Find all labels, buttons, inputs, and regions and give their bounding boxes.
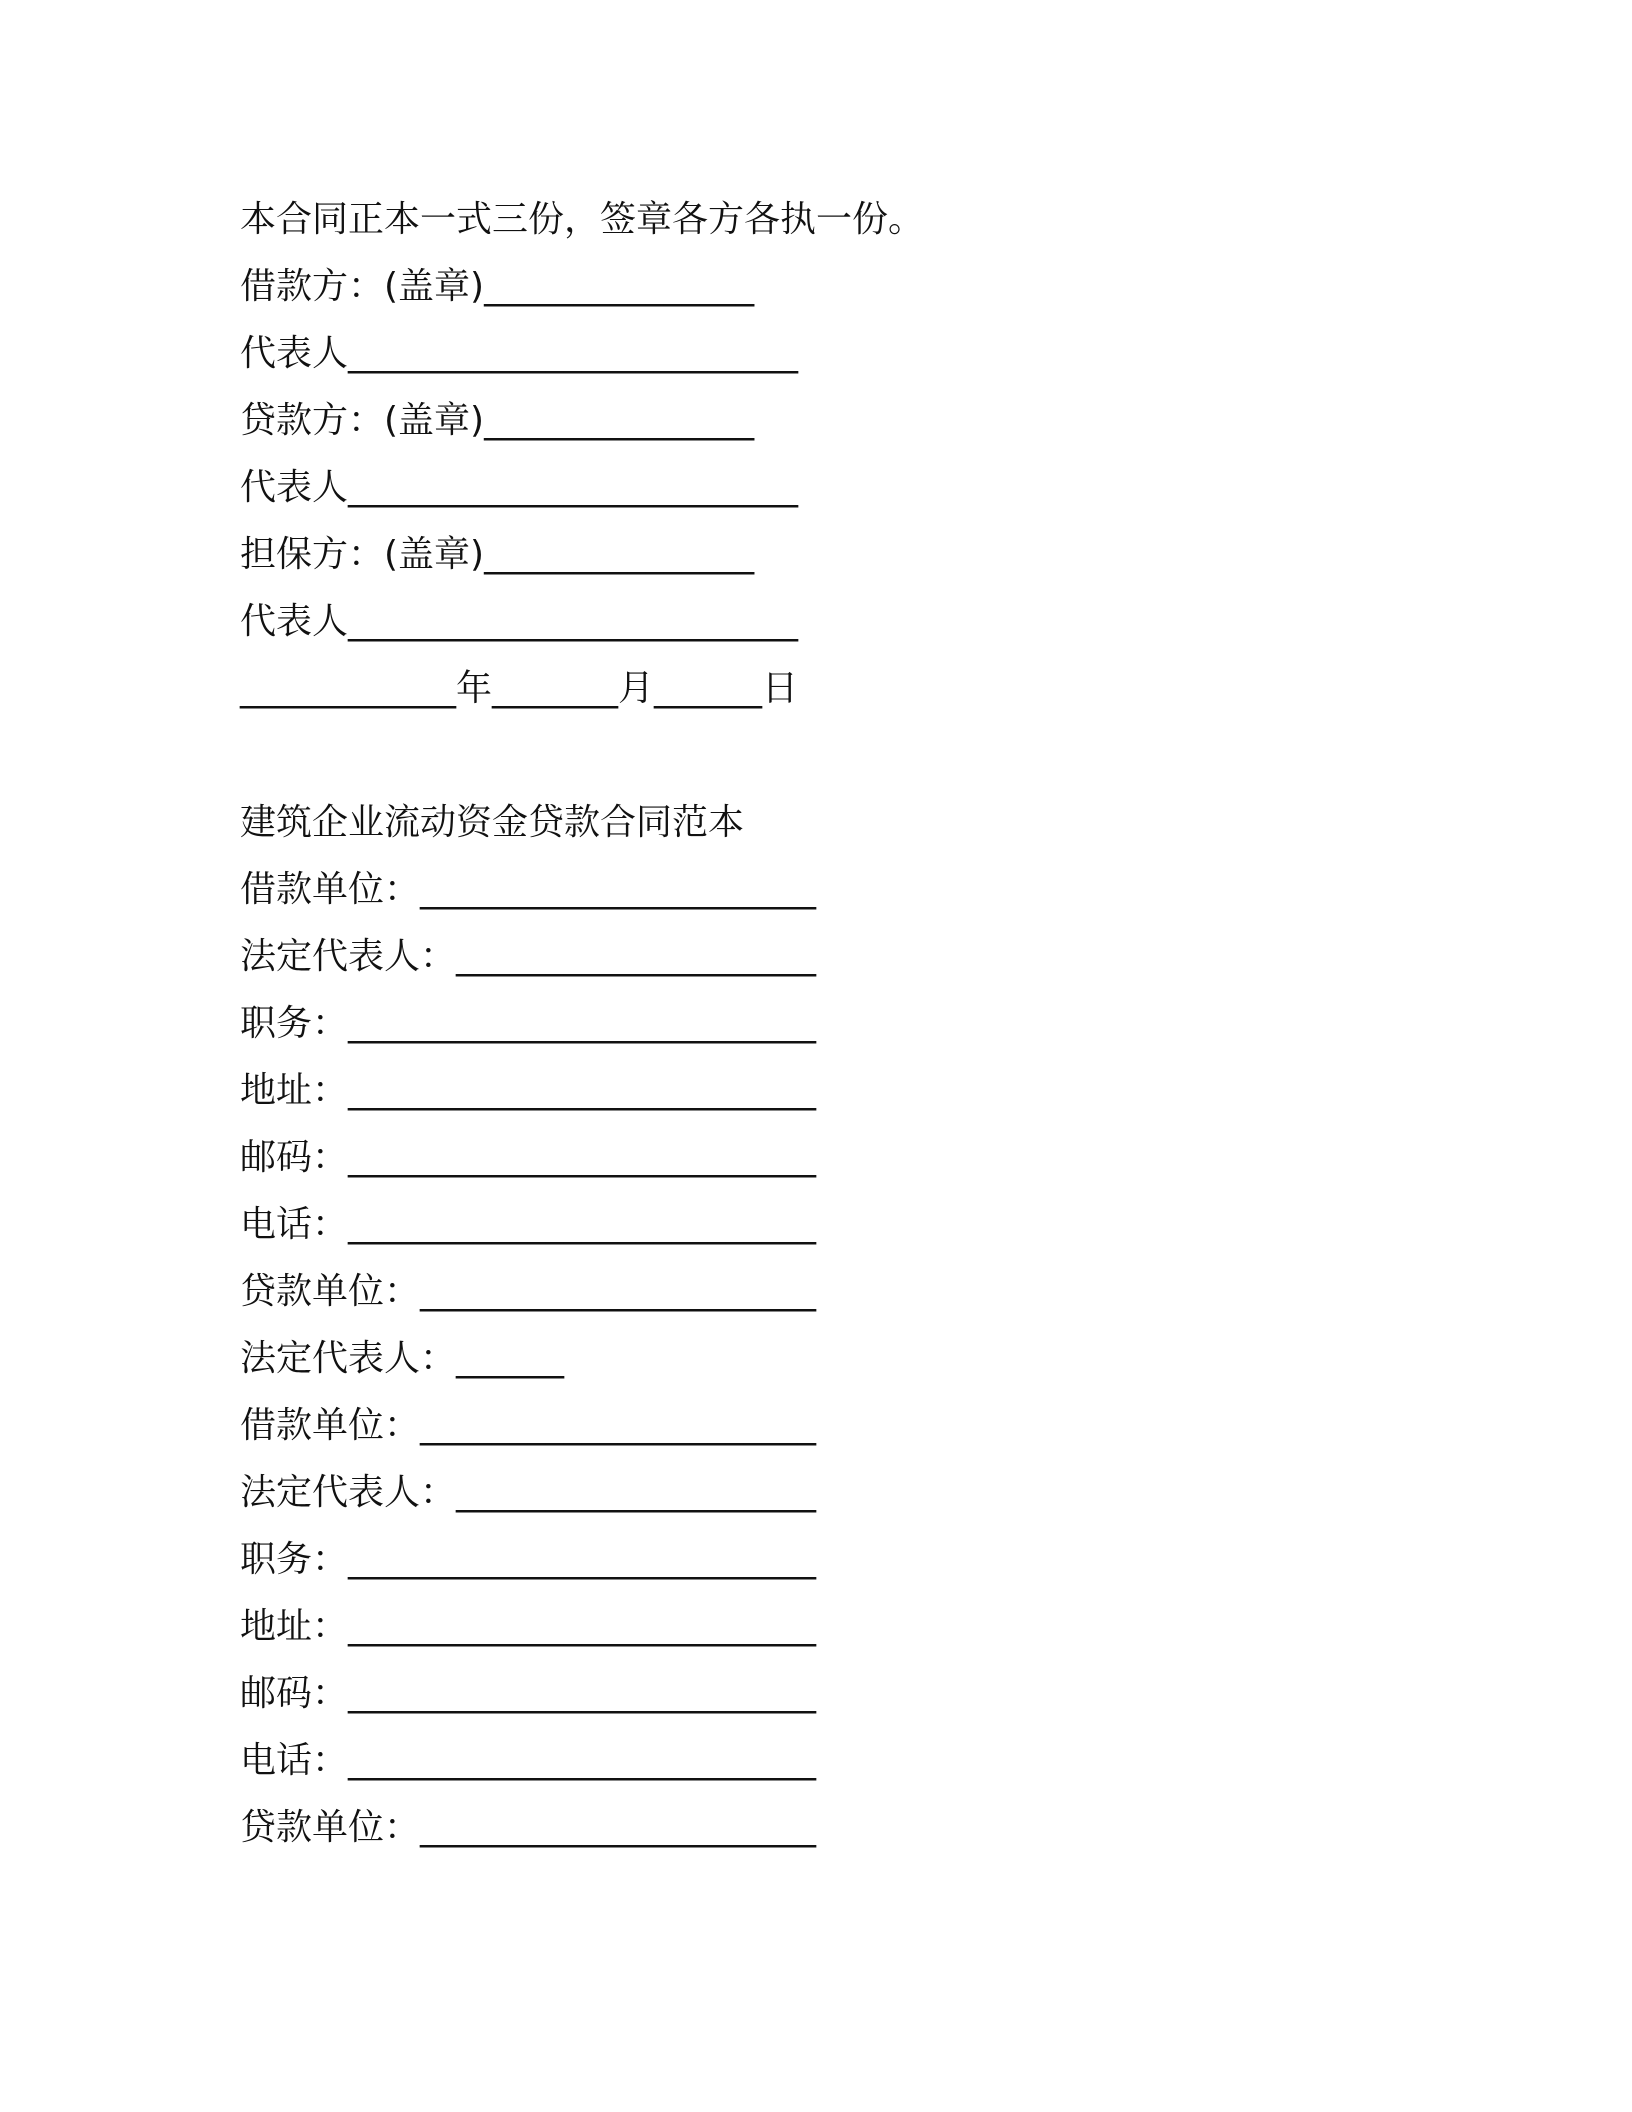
phone-line: 电话：__________________________: [240, 1740, 817, 1781]
copies-statement: 本合同正本一式三份，签章各方各执一份。: [240, 199, 925, 240]
guarantor-representative-line: 代表人_________________________: [240, 601, 799, 642]
lender-seal-line: 贷款方：(盖章)_______________: [240, 400, 755, 441]
signature-section: [240, 186, 1390, 722]
date-line: ____________年_______月______日: [240, 668, 798, 709]
phone-line: 电话：__________________________: [240, 1204, 817, 1245]
legal-representative-line: 法定代表人：____________________: [240, 1472, 817, 1513]
section-title: 建筑企业流动资金贷款合同范本: [240, 802, 745, 843]
borrowing-unit-line: 借款单位：______________________: [240, 869, 817, 910]
contract-template-section: [240, 789, 1390, 1861]
borrowing-unit-line: 借款单位：______________________: [240, 1405, 817, 1446]
section-spacer: [240, 722, 1390, 789]
lending-unit-line: 贷款单位：______________________: [240, 1271, 817, 1312]
lending-unit-line: 贷款单位：______________________: [240, 1807, 817, 1848]
address-line: 地址：__________________________: [240, 1070, 817, 1111]
borrower-representative-line: 代表人_________________________: [240, 333, 799, 374]
position-line: 职务：__________________________: [240, 1003, 817, 1044]
postcode-line: 邮码：__________________________: [240, 1137, 817, 1178]
guarantor-seal-line: 担保方：(盖章)_______________: [240, 534, 755, 575]
address-line: 地址：__________________________: [240, 1606, 817, 1647]
legal-representative-line: 法定代表人：____________________: [240, 936, 817, 977]
lender-representative-line: 代表人_________________________: [240, 467, 799, 508]
legal-representative-line: 法定代表人：______: [240, 1338, 565, 1379]
borrower-seal-line: 借款方：(盖章)_______________: [240, 266, 755, 307]
position-line: 职务：__________________________: [240, 1539, 817, 1580]
document-content: [240, 186, 1390, 1861]
postcode-line: 邮码：__________________________: [240, 1673, 817, 1714]
